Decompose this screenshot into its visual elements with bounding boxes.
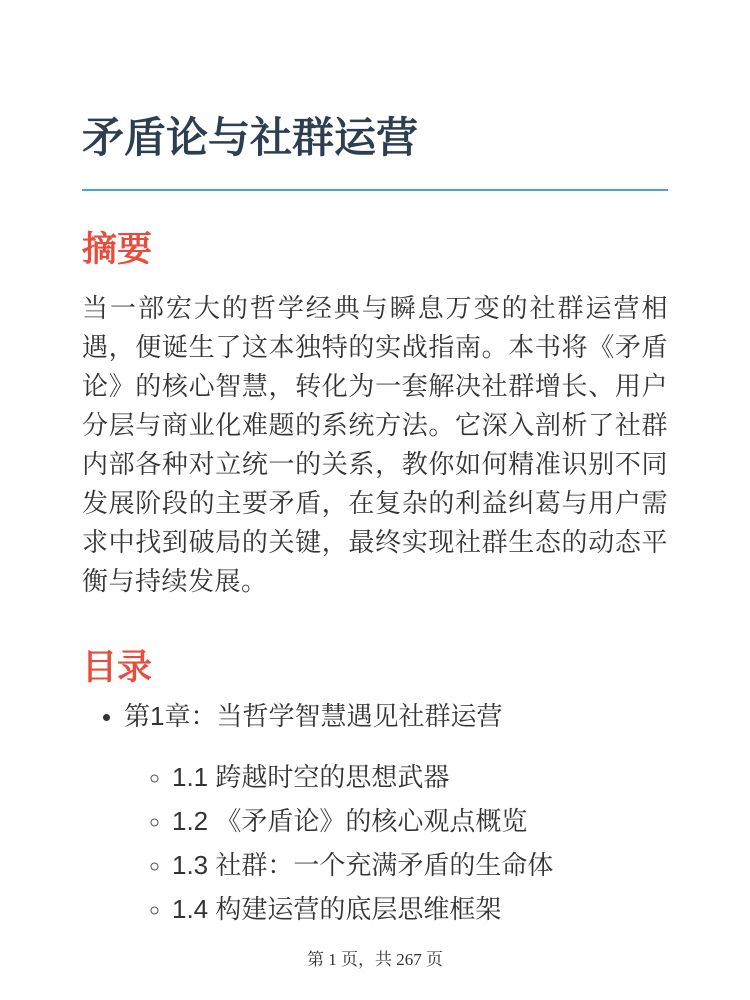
toc-section-item: ◦ 1.4 构建运营的底层思维框架 (172, 890, 668, 929)
abstract-paragraph: 当一部宏大的哲学经典与瞬息万变的社群运营相遇，便诞生了这本独特的实战指南。本书将《矛盾论》的核心智慧，转化为一套解决社群增长、用户分层与商业化难题的系统方法。它深入剖析了社群内部各种对立统一的关系，教你如何精准识别不同发展阶段的主要矛盾，在复杂的利益纠葛与用户需求中找到破局的关键，最终实现社群生态的动态平衡与持续发展。 (82, 292, 668, 596)
toc-heading: 目录 (82, 647, 153, 687)
page-indicator: 第 1 页，共 267 页 (307, 950, 443, 969)
toc-chapter-item (124, 697, 668, 929)
toc-section-item: ◦ 1.3 社群：一个充满矛盾的生命体 (172, 846, 668, 885)
toc-section-item: ◦ 1.1 跨越时空的思想武器 (172, 758, 668, 797)
page-footer (0, 945, 750, 970)
toc-sublist (124, 758, 668, 929)
abstract-heading: 摘要 (82, 229, 153, 269)
toc-section-item: ◦ 1.2 《矛盾论》的核心观点概览 (172, 802, 668, 841)
toc-list (82, 697, 668, 929)
toc-chapter-label: 第1章：当哲学智慧遇见社群运营 (124, 700, 503, 731)
page-title: 矛盾论与社群运营 (82, 112, 668, 191)
